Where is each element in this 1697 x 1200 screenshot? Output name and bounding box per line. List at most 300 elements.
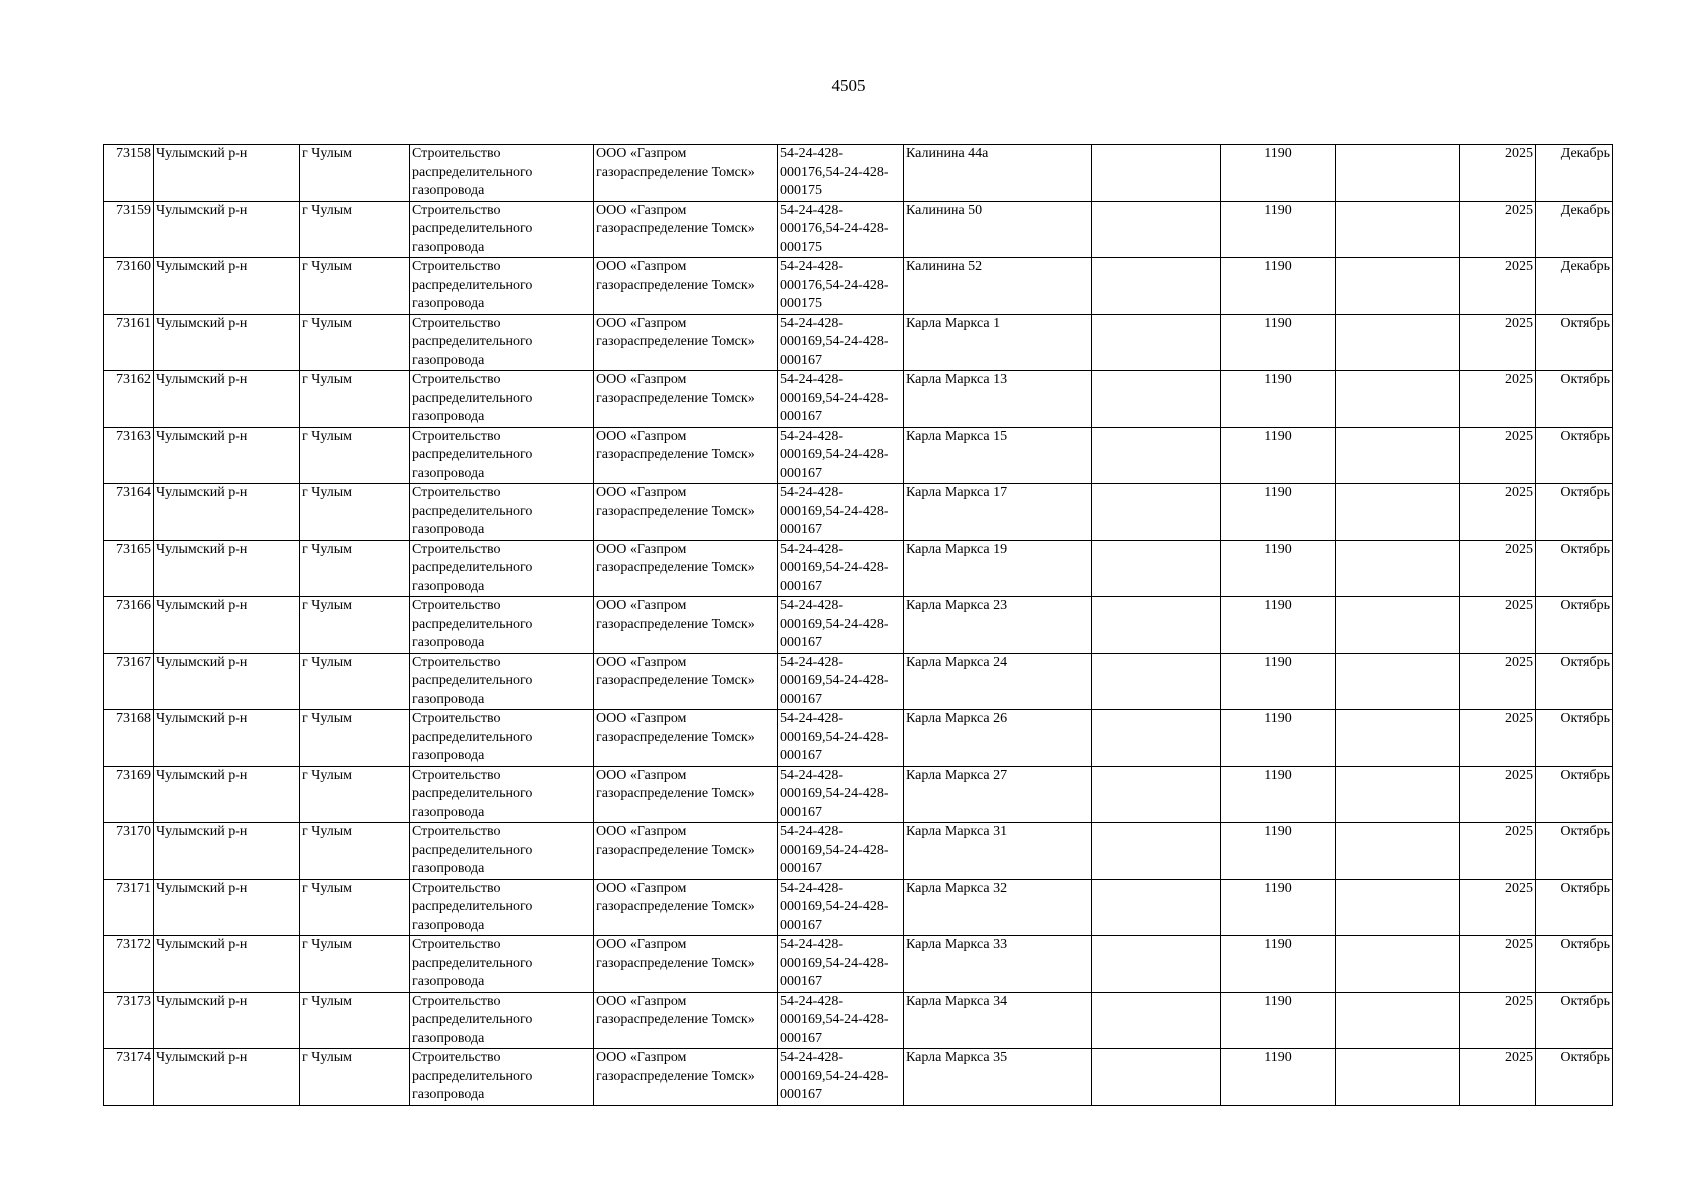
cell-year: 2025 xyxy=(1460,992,1536,1049)
cell-work-type-line: распределительного xyxy=(412,164,533,180)
cell-locality: г Чулым xyxy=(300,1049,410,1106)
cell-cadastral-number-line: 54-24-428- xyxy=(780,428,843,444)
cell-organization xyxy=(594,992,778,1049)
cell-value: 1190 xyxy=(1221,992,1336,1049)
cell-value: 1190 xyxy=(1221,653,1336,710)
cell-work-type xyxy=(410,314,594,371)
cell-empty xyxy=(1092,1049,1221,1106)
cell-empty xyxy=(1092,258,1221,315)
cell-cadastral-number-line: 000175 xyxy=(780,296,822,311)
cell-empty xyxy=(1336,1049,1460,1106)
cell-cadastral-number-line: 000175 xyxy=(780,183,822,198)
cell-empty xyxy=(1092,427,1221,484)
cell-number: 73166 xyxy=(104,597,154,654)
cell-locality: г Чулым xyxy=(300,936,410,993)
cell-empty xyxy=(1092,936,1221,993)
cell-work-type-line: газопровода xyxy=(412,691,485,707)
cell-number: 73159 xyxy=(104,201,154,258)
cell-cadastral-number xyxy=(778,710,904,767)
cell-organization-line: ООО «Газпром xyxy=(596,372,687,387)
cell-year: 2025 xyxy=(1460,766,1536,823)
cell-cadastral-number-line: 000167 xyxy=(780,578,822,594)
cell-cadastral-number-line: 000169,54-24-428- xyxy=(780,1068,889,1084)
cell-year: 2025 xyxy=(1460,879,1536,936)
cell-cadastral-number-line: 54-24-428- xyxy=(780,1050,843,1065)
cell-organization-line: газораспределение Томск» xyxy=(596,503,755,519)
cell-year: 2025 xyxy=(1460,145,1536,202)
cell-locality: г Чулым xyxy=(300,484,410,541)
cell-work-type-line: Строительство xyxy=(412,937,501,952)
cell-number: 73168 xyxy=(104,710,154,767)
table-row xyxy=(104,766,1613,823)
table-row xyxy=(104,1049,1613,1106)
table-row xyxy=(104,597,1613,654)
cell-cadastral-number-line: 000167 xyxy=(780,917,822,933)
cell-work-type-line: распределительного xyxy=(412,899,533,914)
table-row xyxy=(104,314,1613,371)
cell-work-type xyxy=(410,766,594,823)
cell-cadastral-number-line: 000169,54-24-428- xyxy=(780,673,889,688)
cell-cadastral-number-line: 000169,54-24-428- xyxy=(780,842,889,858)
cell-number: 73173 xyxy=(104,992,154,1049)
cell-work-type-line: газопровода xyxy=(412,465,485,481)
cell-number: 73160 xyxy=(104,258,154,315)
cell-cadastral-number-line: 54-24-428- xyxy=(780,711,843,726)
cell-month: Октябрь xyxy=(1536,427,1613,484)
table-row xyxy=(104,823,1613,880)
cell-organization xyxy=(594,258,778,315)
cell-empty xyxy=(1092,145,1221,202)
cell-locality: г Чулым xyxy=(300,145,410,202)
cell-cadastral-number xyxy=(778,427,904,484)
cell-empty xyxy=(1092,823,1221,880)
cell-district: Чулымский р-н xyxy=(154,540,300,597)
cell-organization-line: ООО «Газпром xyxy=(596,767,687,783)
cell-organization-line: газораспределение Томск» xyxy=(596,673,755,688)
cell-work-type-line: газопровода xyxy=(412,352,485,368)
cell-month: Декабрь xyxy=(1536,201,1613,258)
cell-organization-line: ООО «Газпром xyxy=(596,993,687,1009)
cell-year: 2025 xyxy=(1460,201,1536,258)
cell-month: Октябрь xyxy=(1536,597,1613,654)
cell-cadastral-number-line: 000167 xyxy=(780,748,822,763)
cell-cadastral-number xyxy=(778,371,904,428)
cell-work-type-line: Строительство xyxy=(412,1050,501,1065)
cell-cadastral-number-line: 000167 xyxy=(780,465,822,481)
cell-year: 2025 xyxy=(1460,936,1536,993)
cell-organization-line: газораспределение Томск» xyxy=(596,899,755,914)
cell-locality: г Чулым xyxy=(300,314,410,371)
cell-organization xyxy=(594,145,778,202)
cell-organization-line: ООО «Газпром xyxy=(596,711,687,726)
cell-month: Октябрь xyxy=(1536,371,1613,428)
cell-locality: г Чулым xyxy=(300,258,410,315)
cell-locality: г Чулым xyxy=(300,427,410,484)
cell-organization-line: газораспределение Томск» xyxy=(596,334,755,349)
cell-cadastral-number xyxy=(778,936,904,993)
registry-table xyxy=(103,144,1613,1106)
cell-work-type xyxy=(410,427,594,484)
cell-work-type-line: распределительного xyxy=(412,334,533,349)
cell-empty xyxy=(1336,540,1460,597)
cell-value: 1190 xyxy=(1221,597,1336,654)
cell-cadastral-number-line: 000167 xyxy=(780,691,822,707)
cell-address: Карла Маркса 34 xyxy=(904,992,1092,1049)
cell-cadastral-number-line: 000169,54-24-428- xyxy=(780,955,889,971)
cell-district: Чулымский р-н xyxy=(154,427,300,484)
cell-organization xyxy=(594,201,778,258)
cell-value: 1190 xyxy=(1221,258,1336,315)
cell-cadastral-number-line: 000169,54-24-428- xyxy=(780,899,889,914)
cell-cadastral-number-line: 000167 xyxy=(780,409,822,424)
cell-value: 1190 xyxy=(1221,484,1336,541)
cell-work-type-line: газопровода xyxy=(412,1087,485,1102)
cell-address: Карла Маркса 19 xyxy=(904,540,1092,597)
cell-cadastral-number-line: 54-24-428- xyxy=(780,598,843,613)
cell-cadastral-number-line: 000169,54-24-428- xyxy=(780,729,889,745)
cell-address: Карла Маркса 27 xyxy=(904,766,1092,823)
cell-work-type-line: газопровода xyxy=(412,296,485,311)
cell-organization xyxy=(594,936,778,993)
cell-work-type-line: Строительство xyxy=(412,880,501,896)
cell-district: Чулымский р-н xyxy=(154,936,300,993)
cell-work-type xyxy=(410,597,594,654)
cell-empty xyxy=(1092,766,1221,823)
cell-locality: г Чулым xyxy=(300,992,410,1049)
cell-empty xyxy=(1092,992,1221,1049)
cell-work-type-line: распределительного xyxy=(412,786,533,801)
cell-district: Чулымский р-н xyxy=(154,766,300,823)
cell-organization xyxy=(594,710,778,767)
cell-work-type-line: газопровода xyxy=(412,522,485,537)
cell-cadastral-number-line: 54-24-428- xyxy=(780,824,843,839)
cell-value: 1190 xyxy=(1221,823,1336,880)
cell-year: 2025 xyxy=(1460,314,1536,371)
cell-address: Карла Маркса 31 xyxy=(904,823,1092,880)
cell-work-type-line: Строительство xyxy=(412,711,501,726)
cell-work-type-line: распределительного xyxy=(412,277,533,293)
cell-empty xyxy=(1092,540,1221,597)
cell-cadastral-number-line: 54-24-428- xyxy=(780,485,843,500)
cell-work-type-line: Строительство xyxy=(412,372,501,387)
cell-address: Карла Маркса 33 xyxy=(904,936,1092,993)
cell-cadastral-number xyxy=(778,823,904,880)
cell-cadastral-number-line: 000176,54-24-428- xyxy=(780,221,889,236)
cell-address: Карла Маркса 13 xyxy=(904,371,1092,428)
cell-locality: г Чулым xyxy=(300,879,410,936)
cell-cadastral-number-line: 54-24-428- xyxy=(780,541,843,557)
cell-number: 73171 xyxy=(104,879,154,936)
cell-value: 1190 xyxy=(1221,314,1336,371)
cell-cadastral-number xyxy=(778,653,904,710)
cell-cadastral-number-line: 000167 xyxy=(780,974,822,989)
cell-value: 1190 xyxy=(1221,201,1336,258)
cell-organization xyxy=(594,597,778,654)
cell-organization xyxy=(594,371,778,428)
cell-empty xyxy=(1336,484,1460,541)
cell-cadastral-number-line: 54-24-428- xyxy=(780,654,843,670)
cell-cadastral-number-line: 54-24-428- xyxy=(780,202,843,218)
cell-cadastral-number-line: 54-24-428- xyxy=(780,880,843,896)
cell-cadastral-number xyxy=(778,484,904,541)
cell-work-type xyxy=(410,1049,594,1106)
cell-work-type-line: Строительство xyxy=(412,767,501,783)
table-row xyxy=(104,484,1613,541)
cell-empty xyxy=(1336,427,1460,484)
cell-cadastral-number xyxy=(778,992,904,1049)
cell-organization-line: ООО «Газпром xyxy=(596,485,687,500)
cell-empty xyxy=(1092,314,1221,371)
table-row xyxy=(104,427,1613,484)
cell-organization-line: газораспределение Томск» xyxy=(596,955,755,971)
cell-month: Октябрь xyxy=(1536,936,1613,993)
cell-empty xyxy=(1092,653,1221,710)
cell-month: Октябрь xyxy=(1536,653,1613,710)
cell-cadastral-number-line: 000167 xyxy=(780,352,822,368)
cell-work-type xyxy=(410,258,594,315)
cell-work-type-line: Строительство xyxy=(412,824,501,839)
cell-cadastral-number-line: 000169,54-24-428- xyxy=(780,616,889,632)
cell-empty xyxy=(1092,201,1221,258)
cell-work-type-line: распределительного xyxy=(412,1012,533,1027)
cell-cadastral-number-line: 000169,54-24-428- xyxy=(780,503,889,519)
cell-cadastral-number-line: 54-24-428- xyxy=(780,937,843,952)
cell-organization xyxy=(594,823,778,880)
cell-organization-line: ООО «Газпром xyxy=(596,654,687,670)
table-body xyxy=(104,145,1613,1106)
cell-locality: г Чулым xyxy=(300,653,410,710)
cell-number: 73161 xyxy=(104,314,154,371)
cell-cadastral-number-line: 000167 xyxy=(780,522,822,537)
cell-work-type-line: газопровода xyxy=(412,635,485,650)
cell-organization-line: ООО «Газпром xyxy=(596,541,687,557)
cell-year: 2025 xyxy=(1460,710,1536,767)
cell-organization-line: газораспределение Томск» xyxy=(596,390,755,406)
cell-work-type-line: Строительство xyxy=(412,598,501,613)
cell-number: 73158 xyxy=(104,145,154,202)
cell-work-type-line: газопровода xyxy=(412,578,485,594)
cell-locality: г Чулым xyxy=(300,540,410,597)
cell-cadastral-number-line: 54-24-428- xyxy=(780,993,843,1009)
cell-value: 1190 xyxy=(1221,879,1336,936)
cell-organization-line: газораспределение Томск» xyxy=(596,729,755,745)
cell-work-type-line: распределительного xyxy=(412,842,533,858)
cell-cadastral-number-line: 000169,54-24-428- xyxy=(780,390,889,406)
cell-organization-line: газораспределение Томск» xyxy=(596,786,755,801)
cell-district: Чулымский р-н xyxy=(154,258,300,315)
cell-work-type-line: распределительного xyxy=(412,560,533,575)
cell-district: Чулымский р-н xyxy=(154,201,300,258)
cell-work-type-line: газопровода xyxy=(412,861,485,876)
cell-organization-line: ООО «Газпром xyxy=(596,428,687,444)
cell-cadastral-number-line: 000176,54-24-428- xyxy=(780,277,889,293)
cell-cadastral-number xyxy=(778,597,904,654)
cell-work-type-line: распределительного xyxy=(412,673,533,688)
table-row xyxy=(104,653,1613,710)
cell-address: Карла Маркса 24 xyxy=(904,653,1092,710)
cell-month: Октябрь xyxy=(1536,766,1613,823)
table-row xyxy=(104,145,1613,202)
cell-work-type xyxy=(410,540,594,597)
cell-work-type-line: газопровода xyxy=(412,1030,485,1046)
cell-district: Чулымский р-н xyxy=(154,1049,300,1106)
cell-district: Чулымский р-н xyxy=(154,145,300,202)
cell-cadastral-number xyxy=(778,766,904,823)
table-row xyxy=(104,879,1613,936)
cell-cadastral-number xyxy=(778,201,904,258)
cell-locality: г Чулым xyxy=(300,766,410,823)
cell-work-type-line: газопровода xyxy=(412,974,485,989)
cell-organization-line: ООО «Газпром xyxy=(596,202,687,218)
cell-number: 73174 xyxy=(104,1049,154,1106)
cell-locality: г Чулым xyxy=(300,710,410,767)
cell-empty xyxy=(1336,145,1460,202)
table-row xyxy=(104,710,1613,767)
cell-empty xyxy=(1336,201,1460,258)
cell-organization-line: газораспределение Томск» xyxy=(596,221,755,236)
cell-cadastral-number-line: 000167 xyxy=(780,861,822,876)
cell-empty xyxy=(1336,936,1460,993)
cell-empty xyxy=(1092,484,1221,541)
cell-address: Карла Маркса 35 xyxy=(904,1049,1092,1106)
cell-cadastral-number-line: 000169,54-24-428- xyxy=(780,447,889,462)
table-row xyxy=(104,371,1613,428)
cell-cadastral-number-line: 000167 xyxy=(780,1030,822,1046)
cell-organization xyxy=(594,879,778,936)
cell-empty xyxy=(1336,371,1460,428)
cell-cadastral-number xyxy=(778,1049,904,1106)
cell-value: 1190 xyxy=(1221,710,1336,767)
cell-cadastral-number xyxy=(778,145,904,202)
cell-empty xyxy=(1336,258,1460,315)
cell-work-type-line: Строительство xyxy=(412,146,501,161)
cell-year: 2025 xyxy=(1460,484,1536,541)
cell-month: Декабрь xyxy=(1536,258,1613,315)
cell-locality: г Чулым xyxy=(300,597,410,654)
cell-work-type-line: газопровода xyxy=(412,239,485,255)
cell-empty xyxy=(1092,879,1221,936)
cell-empty xyxy=(1336,766,1460,823)
cell-address: Карла Маркса 1 xyxy=(904,314,1092,371)
cell-district: Чулымский р-н xyxy=(154,992,300,1049)
cell-work-type-line: распределительного xyxy=(412,503,533,519)
cell-cadastral-number xyxy=(778,258,904,315)
cell-work-type xyxy=(410,145,594,202)
cell-district: Чулымский р-н xyxy=(154,484,300,541)
cell-work-type xyxy=(410,653,594,710)
cell-organization-line: газораспределение Томск» xyxy=(596,560,755,575)
cell-address: Калинина 50 xyxy=(904,201,1092,258)
cell-cadastral-number-line: 54-24-428- xyxy=(780,372,843,387)
cell-cadastral-number-line: 000169,54-24-428- xyxy=(780,1012,889,1027)
cell-organization-line: ООО «Газпром xyxy=(596,146,687,161)
cell-work-type-line: Строительство xyxy=(412,428,501,444)
cell-work-type-line: Строительство xyxy=(412,654,501,670)
cell-work-type xyxy=(410,936,594,993)
cell-value: 1190 xyxy=(1221,427,1336,484)
cell-number: 73164 xyxy=(104,484,154,541)
cell-cadastral-number-line: 000167 xyxy=(780,1087,822,1102)
cell-cadastral-number-line: 000169,54-24-428- xyxy=(780,560,889,575)
cell-organization-line: ООО «Газпром xyxy=(596,880,687,896)
cell-organization xyxy=(594,314,778,371)
cell-cadastral-number-line: 54-24-428- xyxy=(780,146,843,161)
cell-year: 2025 xyxy=(1460,1049,1536,1106)
cell-number: 73167 xyxy=(104,653,154,710)
cell-work-type-line: распределительного xyxy=(412,390,533,406)
cell-work-type-line: газопровода xyxy=(412,917,485,933)
cell-month: Октябрь xyxy=(1536,992,1613,1049)
cell-organization xyxy=(594,540,778,597)
cell-cadastral-number-line: 54-24-428- xyxy=(780,259,843,274)
cell-work-type xyxy=(410,879,594,936)
cell-number: 73172 xyxy=(104,936,154,993)
cell-work-type xyxy=(410,823,594,880)
cell-cadastral-number xyxy=(778,879,904,936)
cell-district: Чулымский р-н xyxy=(154,823,300,880)
cell-work-type-line: газопровода xyxy=(412,183,485,198)
cell-organization xyxy=(594,766,778,823)
cell-year: 2025 xyxy=(1460,371,1536,428)
cell-address: Калинина 44а xyxy=(904,145,1092,202)
cell-year: 2025 xyxy=(1460,597,1536,654)
cell-month: Октябрь xyxy=(1536,540,1613,597)
cell-work-type-line: Строительство xyxy=(412,202,501,218)
cell-address: Карла Маркса 23 xyxy=(904,597,1092,654)
table-row xyxy=(104,258,1613,315)
cell-district: Чулымский р-н xyxy=(154,314,300,371)
cell-year: 2025 xyxy=(1460,823,1536,880)
cell-organization-line: ООО «Газпром xyxy=(596,259,687,274)
cell-organization-line: газораспределение Томск» xyxy=(596,842,755,858)
cell-work-type-line: Строительство xyxy=(412,315,501,331)
cell-address: Карла Маркса 17 xyxy=(904,484,1092,541)
cell-address: Карла Маркса 32 xyxy=(904,879,1092,936)
cell-address: Калинина 52 xyxy=(904,258,1092,315)
cell-number: 73163 xyxy=(104,427,154,484)
table-row xyxy=(104,540,1613,597)
cell-cadastral-number-line: 000167 xyxy=(780,804,822,820)
table-row xyxy=(104,936,1613,993)
cell-organization xyxy=(594,653,778,710)
cell-value: 1190 xyxy=(1221,936,1336,993)
cell-work-type-line: распределительного xyxy=(412,221,533,236)
cell-work-type-line: распределительного xyxy=(412,447,533,462)
table-row xyxy=(104,992,1613,1049)
cell-organization xyxy=(594,427,778,484)
page-number: 4505 xyxy=(831,76,866,95)
cell-month: Октябрь xyxy=(1536,823,1613,880)
table-row xyxy=(104,201,1613,258)
cell-month: Октябрь xyxy=(1536,484,1613,541)
cell-number: 73162 xyxy=(104,371,154,428)
cell-value: 1190 xyxy=(1221,371,1336,428)
cell-month: Октябрь xyxy=(1536,710,1613,767)
cell-month: Октябрь xyxy=(1536,314,1613,371)
cell-work-type xyxy=(410,992,594,1049)
cell-empty xyxy=(1092,710,1221,767)
cell-organization-line: газораспределение Томск» xyxy=(596,1068,755,1084)
cell-work-type xyxy=(410,371,594,428)
cell-empty xyxy=(1336,823,1460,880)
cell-organization-line: ООО «Газпром xyxy=(596,315,687,331)
cell-organization-line: ООО «Газпром xyxy=(596,598,687,613)
cell-locality: г Чулым xyxy=(300,823,410,880)
cell-organization-line: газораспределение Томск» xyxy=(596,277,755,293)
cell-month: Октябрь xyxy=(1536,1049,1613,1106)
cell-empty xyxy=(1336,879,1460,936)
cell-work-type-line: распределительного xyxy=(412,616,533,632)
